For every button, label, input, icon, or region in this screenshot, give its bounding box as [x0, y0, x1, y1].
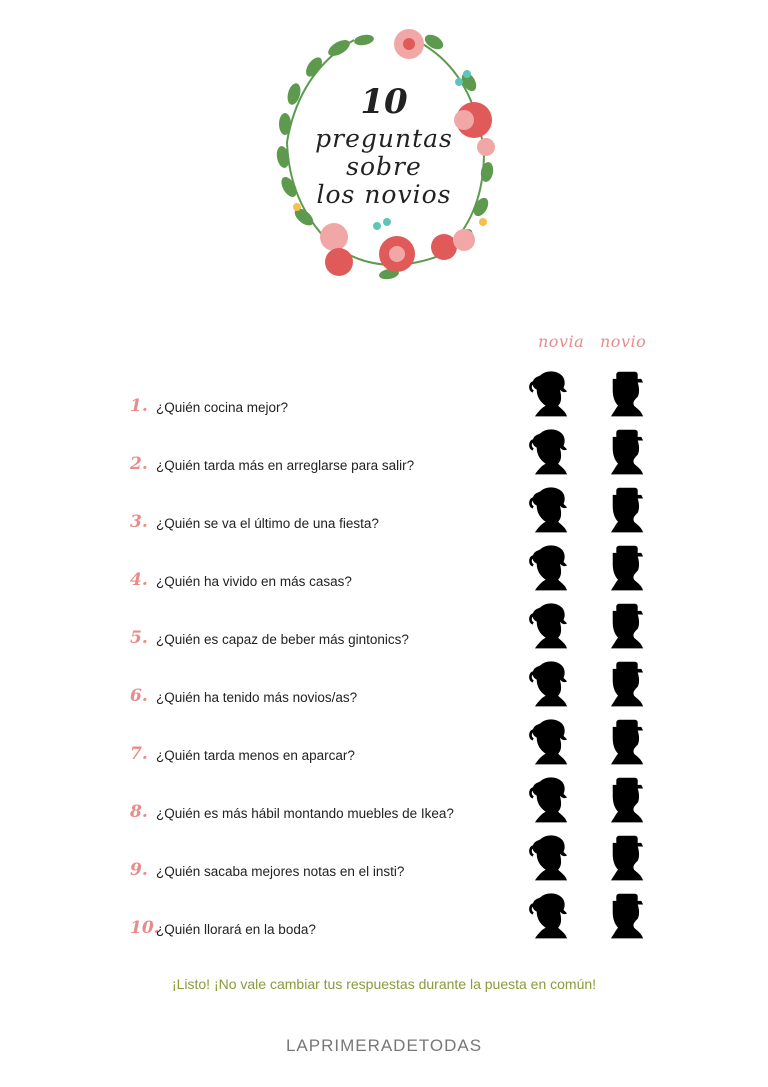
- bride-silhouette-icon: [526, 600, 576, 654]
- title-line-3: los novios: [316, 180, 452, 209]
- bride-silhouette-icon: [526, 890, 576, 944]
- question-row: [130, 716, 690, 766]
- bride-silhouette-icon: [526, 658, 576, 712]
- footer-note: ¡Listo! ¡No vale cambiar tus respuestas durante la puesta en común!: [171, 976, 597, 992]
- question-row: [130, 774, 690, 824]
- bride-silhouette-icon: [526, 774, 576, 828]
- question-row: [130, 368, 690, 418]
- question-text: ¿Quién cocina mejor?: [156, 400, 289, 415]
- groom-silhouette-icon: [602, 484, 652, 538]
- question-text: ¿Quién se va el último de una fiesta?: [156, 516, 379, 531]
- bride-silhouette-icon: [526, 542, 576, 596]
- question-number: 10.: [130, 918, 160, 938]
- groom-silhouette-icon: [602, 542, 652, 596]
- title-number: 10: [360, 82, 408, 122]
- groom-silhouette-icon: [602, 832, 652, 886]
- wreath-title: [259, 12, 509, 292]
- column-head-bride: novia: [538, 332, 585, 351]
- question-row: [130, 658, 690, 708]
- question-number: 1.: [130, 396, 148, 416]
- question-number: 8.: [130, 802, 148, 822]
- question-number: 5.: [130, 628, 148, 648]
- question-text: ¿Quién llorará en la boda?: [156, 922, 316, 937]
- groom-silhouette-icon: [602, 716, 652, 770]
- bride-silhouette-icon: [526, 484, 576, 538]
- question-text: ¿Quién tarda más en arreglarse para salir?: [156, 458, 415, 473]
- groom-silhouette-icon: [602, 890, 652, 944]
- column-head-groom: novio: [600, 332, 647, 351]
- bride-silhouette-icon: [526, 368, 576, 422]
- question-number: 3.: [130, 512, 148, 532]
- title-line-1: preguntas: [315, 124, 453, 153]
- question-row: [130, 600, 690, 650]
- groom-silhouette-icon: [602, 600, 652, 654]
- question-text: ¿Quién tarda menos en aparcar?: [156, 748, 355, 763]
- brand-logo: LAPRIMERADETODAS: [285, 1036, 483, 1055]
- question-number: 9.: [130, 860, 148, 880]
- question-text: ¿Quién es capaz de beber más gintonics?: [156, 632, 409, 647]
- question-text: ¿Quién es más hábil montando muebles de Ikea?: [156, 806, 454, 821]
- question-row: [130, 426, 690, 476]
- groom-silhouette-icon: [602, 774, 652, 828]
- title-line-2: sobre: [346, 152, 422, 181]
- column-headers: [520, 332, 650, 356]
- question-text: ¿Quién sacaba mejores notas en el insti?: [156, 864, 405, 879]
- question-text: ¿Quién ha tenido más novios/as?: [156, 690, 358, 705]
- groom-silhouette-icon: [602, 368, 652, 422]
- question-text: ¿Quién ha vivido en más casas?: [156, 574, 352, 589]
- question-number: 7.: [130, 744, 148, 764]
- groom-silhouette-icon: [602, 658, 652, 712]
- question-number: 4.: [130, 570, 148, 590]
- groom-silhouette-icon: [602, 426, 652, 480]
- question-number: 2.: [130, 454, 148, 474]
- bride-silhouette-icon: [526, 832, 576, 886]
- question-row: [130, 890, 690, 940]
- question-number: 6.: [130, 686, 148, 706]
- question-row: [130, 484, 690, 534]
- bride-silhouette-icon: [526, 426, 576, 480]
- question-row: [130, 832, 690, 882]
- question-row: [130, 542, 690, 592]
- floral-wreath-header: [259, 12, 509, 292]
- bride-silhouette-icon: [526, 716, 576, 770]
